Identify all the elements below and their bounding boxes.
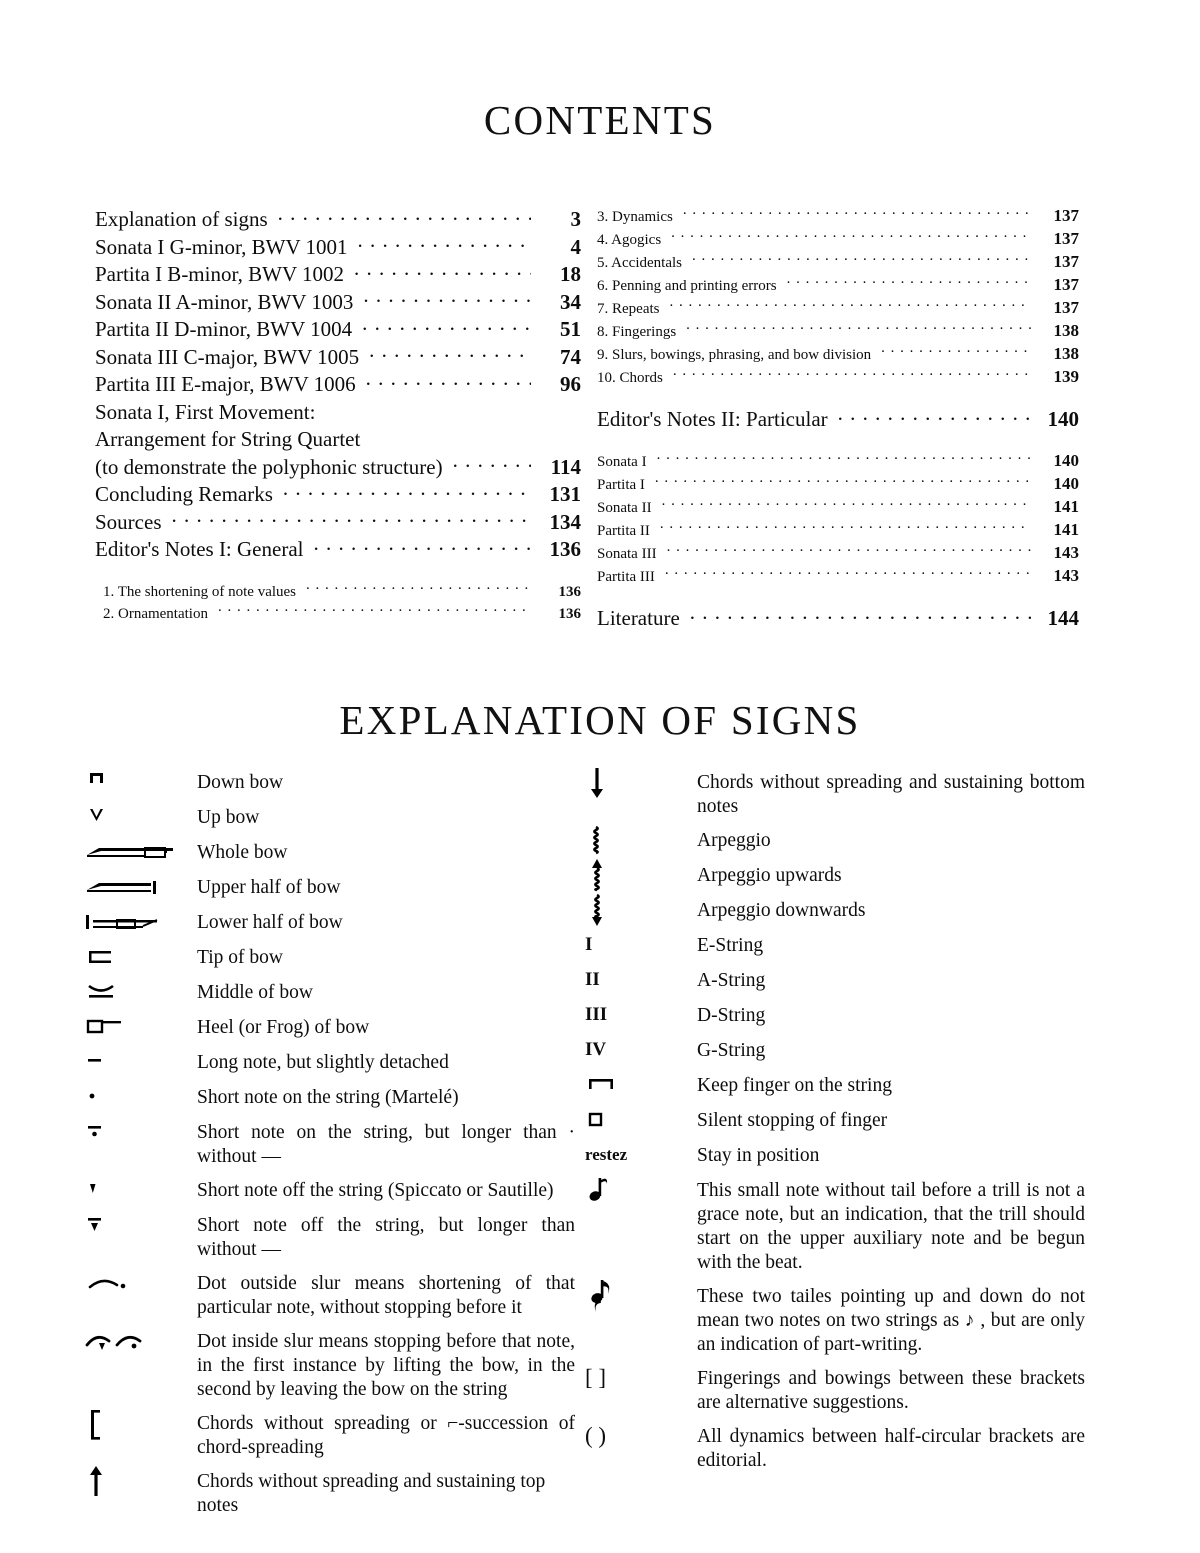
sign-row: [85, 875, 575, 901]
toc-entry[interactable]: [103, 581, 581, 603]
sign-row: [85, 1411, 575, 1460]
sign-row: [85, 1050, 575, 1076]
toc-leader-dots: [306, 581, 531, 596]
toc-entry-label: 5. Accidentals: [597, 255, 682, 271]
sign-description: Short note on the string (Martelé): [197, 1087, 459, 1108]
toc-entry[interactable]: [95, 205, 581, 233]
toc-entry[interactable]: [597, 565, 1079, 588]
arpeggio-down-icon: [585, 898, 697, 924]
sign-row: [585, 1003, 1085, 1029]
toc-entry-page: 143: [1053, 543, 1079, 562]
roman-one-icon: [585, 933, 697, 959]
toc-entry[interactable]: [95, 480, 581, 508]
silent-stop-square-icon: [585, 1108, 697, 1134]
square-brackets-label: [ ]: [585, 1365, 607, 1390]
arpeggio-icon: [585, 828, 697, 854]
sign-row: [85, 770, 575, 796]
sign-row: [85, 1329, 575, 1402]
toc-leader-dots: [278, 205, 531, 226]
toc-leader-dots: [660, 520, 1031, 535]
sign-row: [585, 1366, 1085, 1415]
lower-half-bow-icon: [85, 910, 197, 936]
toc-entry[interactable]: [597, 297, 1079, 320]
tenuto-dash-icon: [85, 1050, 197, 1076]
toc-entry-page: 96: [560, 372, 581, 396]
sign-row: [585, 1073, 1085, 1099]
roman-numeral-label: IV: [585, 1039, 607, 1060]
toc-entry-label: 8. Fingerings: [597, 324, 677, 340]
toc-entry-page: 137: [1053, 252, 1079, 271]
toc-entry-label: Partita II D-minor, BWV 1004: [95, 317, 353, 341]
sign-description: Lower half of bow: [197, 912, 343, 933]
toc-entry-label: Sonata II: [597, 500, 652, 516]
signs-left-column: [85, 770, 575, 1527]
sign-description: E-String: [697, 935, 764, 956]
sign-description: Fingerings and bowings between these brackets are alternative suggestions.: [697, 1368, 1085, 1413]
toc-entry-page: 140: [1053, 474, 1079, 493]
toc-entry-label: Sonata II A-minor, BWV 1003: [95, 289, 354, 314]
slur-dot-inside-icon: [85, 1329, 197, 1355]
keep-finger-bracket-icon: [585, 1073, 697, 1099]
toc-entry-label: Literature: [597, 606, 680, 630]
sign-description: Heel (or Frog) of bow: [197, 1017, 370, 1038]
toc-entry-label: Partita I B-minor, BWV 1002: [95, 262, 344, 286]
toc-entry-label: Sonata I G-minor, BWV 1001: [95, 234, 348, 259]
sign-description: D-String: [697, 1005, 766, 1026]
toc-leader-dots: [363, 288, 531, 309]
toc-entry-page: 140: [1047, 407, 1079, 431]
sign-description: Keep finger on the string: [697, 1075, 892, 1096]
toc-entry-label: 6. Penning and printing errors: [597, 278, 777, 294]
arrow-down-icon: [585, 770, 697, 796]
dash-wedge-icon: [85, 1213, 197, 1239]
sign-row: [585, 1424, 1085, 1473]
toc-entry-page: 136: [558, 605, 581, 622]
toc-leader-dots: [787, 275, 1031, 290]
toc-right-literature-entry: [597, 604, 1079, 631]
toc-entry-page: 137: [1053, 298, 1079, 317]
toc-entry-label: Concluding Remarks: [95, 482, 273, 506]
toc-entry-page: 18: [560, 262, 581, 286]
toc-entry-page: 144: [1047, 606, 1079, 630]
wedge-icon: [85, 1178, 197, 1204]
toc-entry[interactable]: [597, 274, 1079, 297]
sign-description: Whole bow: [197, 842, 288, 863]
toc-entry-page: 51: [560, 317, 581, 341]
toc-entry-label: Editor's Notes II: Particular: [597, 407, 828, 431]
sign-description: Stay in position: [697, 1145, 820, 1166]
toc-entry-label: Partita II: [597, 523, 650, 539]
toc-entry[interactable]: [597, 496, 1079, 519]
toc-leader-dots: [881, 344, 1031, 359]
toc-right-column: [597, 205, 1079, 631]
sign-row: [85, 1120, 575, 1169]
toc-leader-dots: [686, 321, 1031, 336]
sign-description: Dot inside slur means stopping before that note, in the first instance by lifting the bow, in the second by leaving the bow on the string: [197, 1331, 575, 1400]
sign-description: All dynamics between half-circular brackets are editorial.: [697, 1426, 1085, 1471]
arrow-up-icon: [85, 1469, 197, 1495]
toc-entry-page: 137: [1053, 206, 1079, 225]
round-brackets-label: ( ): [585, 1423, 607, 1448]
toc-leader-dots: [655, 474, 1031, 489]
toc-left-main-list: [95, 205, 581, 563]
sign-row: [585, 1178, 1085, 1275]
down-bow-icon: [85, 770, 197, 796]
restez-label: restez: [585, 1145, 628, 1164]
toc-entry[interactable]: [95, 315, 581, 343]
middle-of-bow-icon: [85, 980, 197, 1006]
slur-dot-outside-icon: [85, 1271, 197, 1297]
sign-row: [85, 1178, 575, 1204]
toc-leader-dots: [657, 451, 1031, 466]
toc-right-sub-list: [597, 205, 1079, 389]
toc-entry-label: Editor's Notes I: General: [95, 537, 304, 561]
sign-row: [85, 945, 575, 971]
sign-row: [585, 898, 1085, 924]
toc-entry-label: 9. Slurs, bowings, phrasing, and bow division: [597, 347, 872, 363]
toc-leader-dots: [354, 260, 531, 281]
toc-entry-page: 114: [550, 454, 581, 479]
sign-description: Dot outside slur means shortening of that particular note, without stopping before it: [197, 1273, 575, 1318]
toc-entry-label: Sonata III C-major, BWV 1005: [95, 344, 360, 369]
dash-dot-icon: [85, 1120, 197, 1146]
sign-description: Tip of bow: [197, 947, 283, 968]
toc-entry[interactable]: [95, 343, 581, 371]
toc-leader-dots: [325, 398, 531, 419]
toc-entry-page: 34: [560, 289, 581, 314]
sign-description: Short note off the string, but longer than without —: [197, 1215, 575, 1260]
toc-entry-label: Sonata III: [597, 546, 657, 562]
sign-row: [585, 1108, 1085, 1134]
contents-heading: CONTENTS: [483, 97, 717, 143]
toc-entry-page: 134: [549, 509, 581, 534]
sign-row: [85, 1085, 575, 1111]
sign-row: [85, 1271, 575, 1320]
toc-entry-page: 139: [1053, 367, 1079, 386]
sign-row: [585, 770, 1085, 819]
toc-entry-label: Partita III: [597, 569, 655, 585]
sign-row: [585, 968, 1085, 994]
toc-entry[interactable]: [597, 542, 1079, 565]
sign-description: Chords without spreading and sustaining top notes: [197, 1471, 546, 1516]
toc-entry-page: 3: [570, 207, 581, 231]
sign-description: Middle of bow: [197, 982, 313, 1003]
signs-right-column: [585, 770, 1085, 1482]
sign-row: [85, 910, 575, 936]
sign-description: These two tailes pointing up and down do not mean two notes on two strings as ♪ , but are only an indication of part-writing.: [697, 1286, 1085, 1355]
toc-leader-dots: [667, 543, 1031, 558]
toc-entry-page: 138: [1053, 344, 1079, 363]
sign-row: [585, 1284, 1085, 1357]
toc-leader-dots: [362, 315, 531, 336]
toc-entry[interactable]: [95, 233, 581, 261]
toc-entry[interactable]: [95, 260, 581, 288]
toc-left-column: [95, 205, 581, 625]
toc-leader-dots: [358, 233, 532, 254]
toc-entry-label: Sources: [95, 509, 162, 534]
toc-entry[interactable]: [95, 508, 581, 536]
toc-entry-label: (to demonstrate the polyphonic structure): [95, 454, 443, 479]
sign-description: Chords without spreading and sustaining bottom notes: [697, 772, 1085, 817]
toc-entry[interactable]: [95, 425, 581, 453]
sign-row: [585, 933, 1085, 959]
toc-right-major-entry: [597, 405, 1079, 432]
toc-leader-dots: [662, 497, 1031, 512]
toc-leader-dots: [366, 370, 531, 391]
toc-entry-label: 4. Agogics: [597, 232, 662, 248]
table-of-contents: [0, 205, 1200, 630]
sign-description: G-String: [697, 1040, 766, 1061]
heel-frog-of-bow-icon: [85, 1015, 197, 1041]
small-note-no-tail-icon: [585, 1178, 697, 1204]
toc-entry-page: 4: [570, 234, 581, 259]
toc-entry[interactable]: [95, 370, 581, 398]
explanation-of-signs-heading: EXPLANATION OF SIGNS: [339, 697, 861, 743]
sign-description: Short note off the string (Spiccato or Sautille): [197, 1180, 554, 1201]
round-brackets-icon: [585, 1424, 697, 1450]
toc-leader-dots: [370, 425, 531, 446]
toc-entry[interactable]: [103, 603, 581, 625]
toc-entry-page: 137: [1053, 229, 1079, 248]
roman-numeral-label: II: [585, 969, 600, 990]
sign-row: [85, 840, 575, 866]
toc-leader-dots: [673, 367, 1031, 382]
roman-numeral-label: I: [585, 934, 593, 955]
upper-half-bow-icon: [85, 875, 197, 901]
toc-leader-dots: [283, 480, 531, 501]
toc-entry[interactable]: [95, 453, 581, 481]
roman-two-icon: [585, 968, 697, 994]
toc-entry-page: 136: [558, 583, 581, 600]
toc-entry-label: 7. Repeats: [597, 301, 660, 317]
toc-entry-label: Explanation of signs: [95, 207, 268, 231]
toc-entry-page: 143: [1053, 566, 1079, 585]
staccato-dot-icon: [85, 1085, 197, 1111]
toc-leader-dots: [690, 604, 1031, 625]
square-brackets-icon: [585, 1366, 697, 1392]
toc-entry-page: 141: [1053, 520, 1079, 539]
toc-entry-page: 74: [560, 344, 581, 369]
sign-description: Short note on the string, but longer than · without —: [197, 1122, 575, 1167]
sign-row: [85, 980, 575, 1006]
whole-bow-icon: [85, 840, 197, 866]
sign-description: Arpeggio upwards: [697, 865, 842, 886]
toc-entry-label: Partita III E-major, BWV 1006: [95, 372, 356, 396]
sign-row: [585, 863, 1085, 889]
toc-entry-page: 138: [1053, 321, 1079, 340]
toc-entry-label: Sonata I, First Movement:: [95, 399, 316, 424]
toc-entry[interactable]: [597, 366, 1079, 389]
sign-row: [85, 1015, 575, 1041]
toc-leader-dots: [172, 508, 532, 529]
toc-entry-label: 1. The shortening of note values: [103, 583, 297, 600]
toc-entry[interactable]: [597, 519, 1079, 542]
sign-description: Up bow: [197, 807, 260, 828]
sign-description: This small note without tail before a trill is not a grace note, but an indication, that the trill should start on the upper auxiliary note and be begun with the beat.: [697, 1180, 1085, 1273]
roman-three-icon: [585, 1003, 697, 1029]
roman-numeral-label: III: [585, 1004, 608, 1025]
toc-entry-page: 140: [1053, 451, 1079, 470]
toc-leader-dots: [218, 603, 531, 618]
sign-description: Upper half of bow: [197, 877, 341, 898]
sign-row: [85, 1213, 575, 1262]
toc-entry[interactable]: [95, 398, 581, 426]
two-tails-note-icon: [585, 1284, 697, 1310]
chord-bracket-icon: [85, 1411, 197, 1437]
toc-entry-label: Sonata I: [597, 454, 647, 470]
toc-entry-label: 3. Dynamics: [597, 209, 673, 225]
toc-entry-page: 141: [1053, 497, 1079, 516]
toc-entry[interactable]: [597, 450, 1079, 473]
toc-right-movements-list: [597, 450, 1079, 588]
toc-entry[interactable]: [95, 288, 581, 316]
sign-description: Silent stopping of finger: [697, 1110, 888, 1131]
toc-entry-label: Partita I: [597, 477, 645, 493]
restez-label-icon: [585, 1143, 697, 1169]
toc-entry[interactable]: [597, 228, 1079, 251]
toc-entry[interactable]: [597, 473, 1079, 496]
toc-leader-dots: [453, 453, 531, 474]
toc-leader-dots: [683, 206, 1031, 221]
toc-left-sub-list: [95, 581, 581, 625]
toc-entry[interactable]: [597, 205, 1079, 228]
sign-description: Arpeggio downwards: [697, 900, 866, 921]
sign-row: [585, 1038, 1085, 1064]
sign-row: [585, 1143, 1085, 1169]
toc-entry[interactable]: [597, 320, 1079, 343]
roman-four-icon: [585, 1038, 697, 1064]
toc-leader-dots: [671, 229, 1031, 244]
toc-leader-dots: [313, 535, 531, 556]
toc-leader-dots: [665, 566, 1031, 581]
toc-leader-dots: [692, 252, 1031, 267]
sign-row: [85, 805, 575, 831]
toc-entry[interactable]: [597, 405, 1079, 432]
toc-leader-dots: [369, 343, 531, 364]
toc-entry[interactable]: [597, 343, 1079, 366]
sign-description: Arpeggio: [697, 830, 771, 851]
toc-leader-dots: [838, 405, 1031, 426]
toc-entry-label: 10. Chords: [597, 370, 663, 386]
toc-leader-dots: [669, 298, 1031, 313]
sign-description: Down bow: [197, 772, 284, 793]
toc-entry[interactable]: [597, 604, 1079, 631]
toc-entry[interactable]: [597, 251, 1079, 274]
toc-entry-label: Arrangement for String Quartet: [95, 427, 361, 451]
toc-entry-page: 136: [549, 537, 581, 561]
toc-entry[interactable]: [95, 535, 581, 563]
sign-description: Chords without spreading or ⌐-succession of chord-spreading: [197, 1413, 575, 1458]
sign-description: Long note, but slightly detached: [197, 1052, 449, 1073]
up-bow-icon: [85, 805, 197, 831]
toc-entry-page: 131: [549, 482, 581, 506]
tip-of-bow-icon: [85, 945, 197, 971]
sign-description: A-String: [697, 970, 766, 991]
sign-row: [85, 1469, 575, 1518]
toc-entry-page: 137: [1053, 275, 1079, 294]
toc-entry-label: 2. Ornamentation: [103, 605, 208, 622]
arpeggio-up-icon: [585, 863, 697, 889]
sign-row: [585, 828, 1085, 854]
